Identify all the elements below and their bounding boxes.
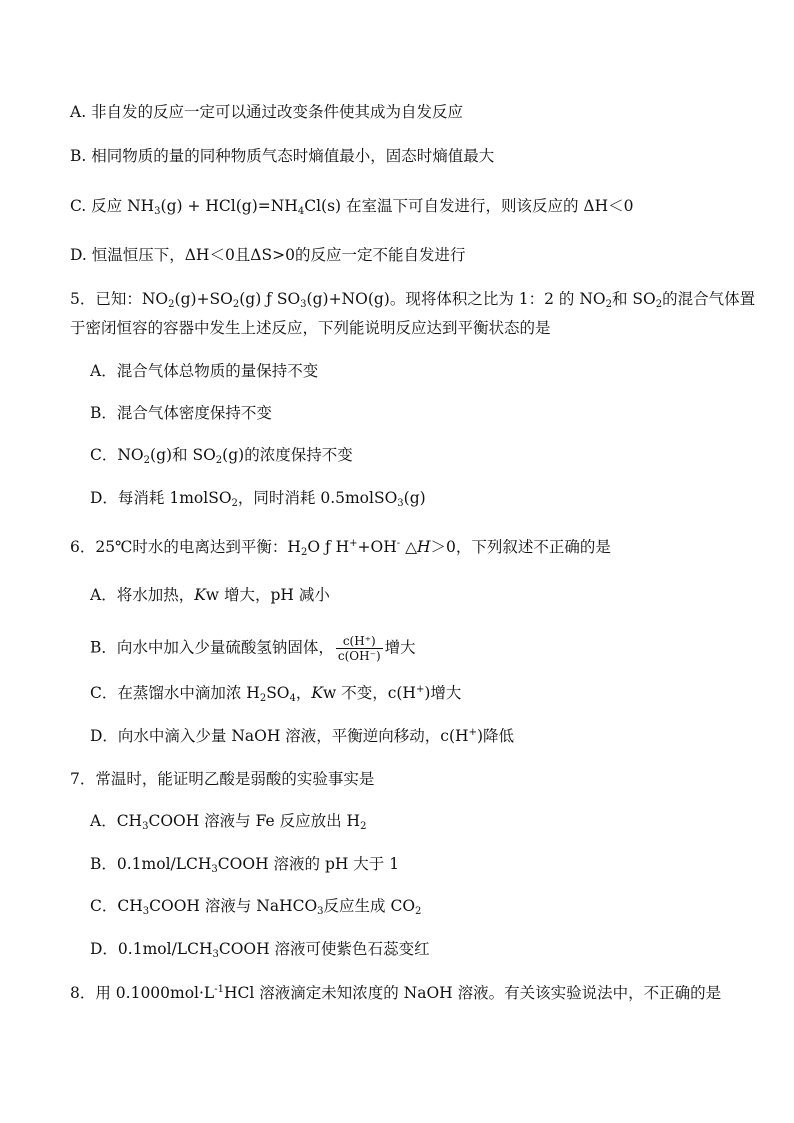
q5-option-c: C．$NO_2(g)$和 $SO_2(g)$的浓度保持不变 <box>90 446 353 466</box>
q6-option-b: B．向水中加入少量硫酸氢钠固体， $\frac{c(H^+)}{c(OH^-)}$ 增大 <box>90 634 416 663</box>
option-a-line: A. 非自发的反应一定可以通过改变条件使其成为自发反应 <box>70 103 464 121</box>
question-8-stem: 8．用 $0.1000mol\cdot L^{-1}HCl$ 溶液滴定未知浓度的 NaOH 溶液。有关该实验说法中，不正确的是 <box>70 984 722 1002</box>
option-d-line: D. 恒温恒压下，ΔH＜0且ΔS>0的反应一定不能自发进行 <box>70 246 466 264</box>
q6-option-a: A．将水加热，Kw 增大，pH 减小 <box>90 586 330 604</box>
q6-option-d: D．向水中滴入少量 NaOH 溶液，平衡逆向移动，c(H+)降低 <box>90 727 515 745</box>
q7-option-d: D．$0.1mol/LCH_3COOH$ 溶液可使紫色石蕊变红 <box>90 940 430 960</box>
q7-option-b: B．$0.1mol/LCH_3COOH$ 溶液的 pH 大于 1 <box>90 855 400 875</box>
option-b-line: B. 相同物质的量的同种物质气态时熵值最小，固态时熵值最大 <box>70 147 495 165</box>
concentration-ratio-fraction: $\frac{c(H^+)}{c(OH^-)}$ <box>337 634 381 663</box>
q5-option-b: B．混合气体密度保持不变 <box>90 404 272 422</box>
question-5-stem-line-1: 5．已知：$NO_2(g)+SO_2(g)$ ƒ $SO_3(g)+NO(g)$。现将体积之比为 1：2 的 $NO_2$和 $SO_2$的混合气体置 <box>70 290 756 310</box>
q7-option-a: A．$CH_3COOH$ 溶液与 Fe 反应放出 $H_2$ <box>90 812 367 832</box>
q5-option-d: D．每消耗 1molSO$_2$，同时消耗 0.5molSO$_3$(g) <box>90 489 426 509</box>
question-5-stem-line-2: 于密闭恒容的容器中发生上述反应，下列能说明反应达到平衡状态的是 <box>70 319 551 337</box>
question-7-stem: 7．常温时，能证明乙酸是弱酸的实验事实是 <box>70 770 375 788</box>
q6-option-c: C．在蒸馏水中滴加浓 $H_2SO_4$，Kw 不变，c(H+)增大 <box>90 684 462 704</box>
q5-option-a: A．混合气体总物质的量保持不变 <box>90 362 319 380</box>
q7-option-c: C．$CH_3COOH$ 溶液与 NaHCO$_3$反应生成 $CO_2$ <box>90 897 422 917</box>
question-6-stem: 6．25℃时水的电离达到平衡：$H_2O$ ƒ H++OH- △H＞0，下列叙述不正确的是 <box>70 538 611 558</box>
option-c-line: C. 反应 $NH_3(g) + HCl(g)=NH_4Cl(s)$ 在室温下可自发进行，则该反应的 ΔH＜0 <box>70 197 634 217</box>
